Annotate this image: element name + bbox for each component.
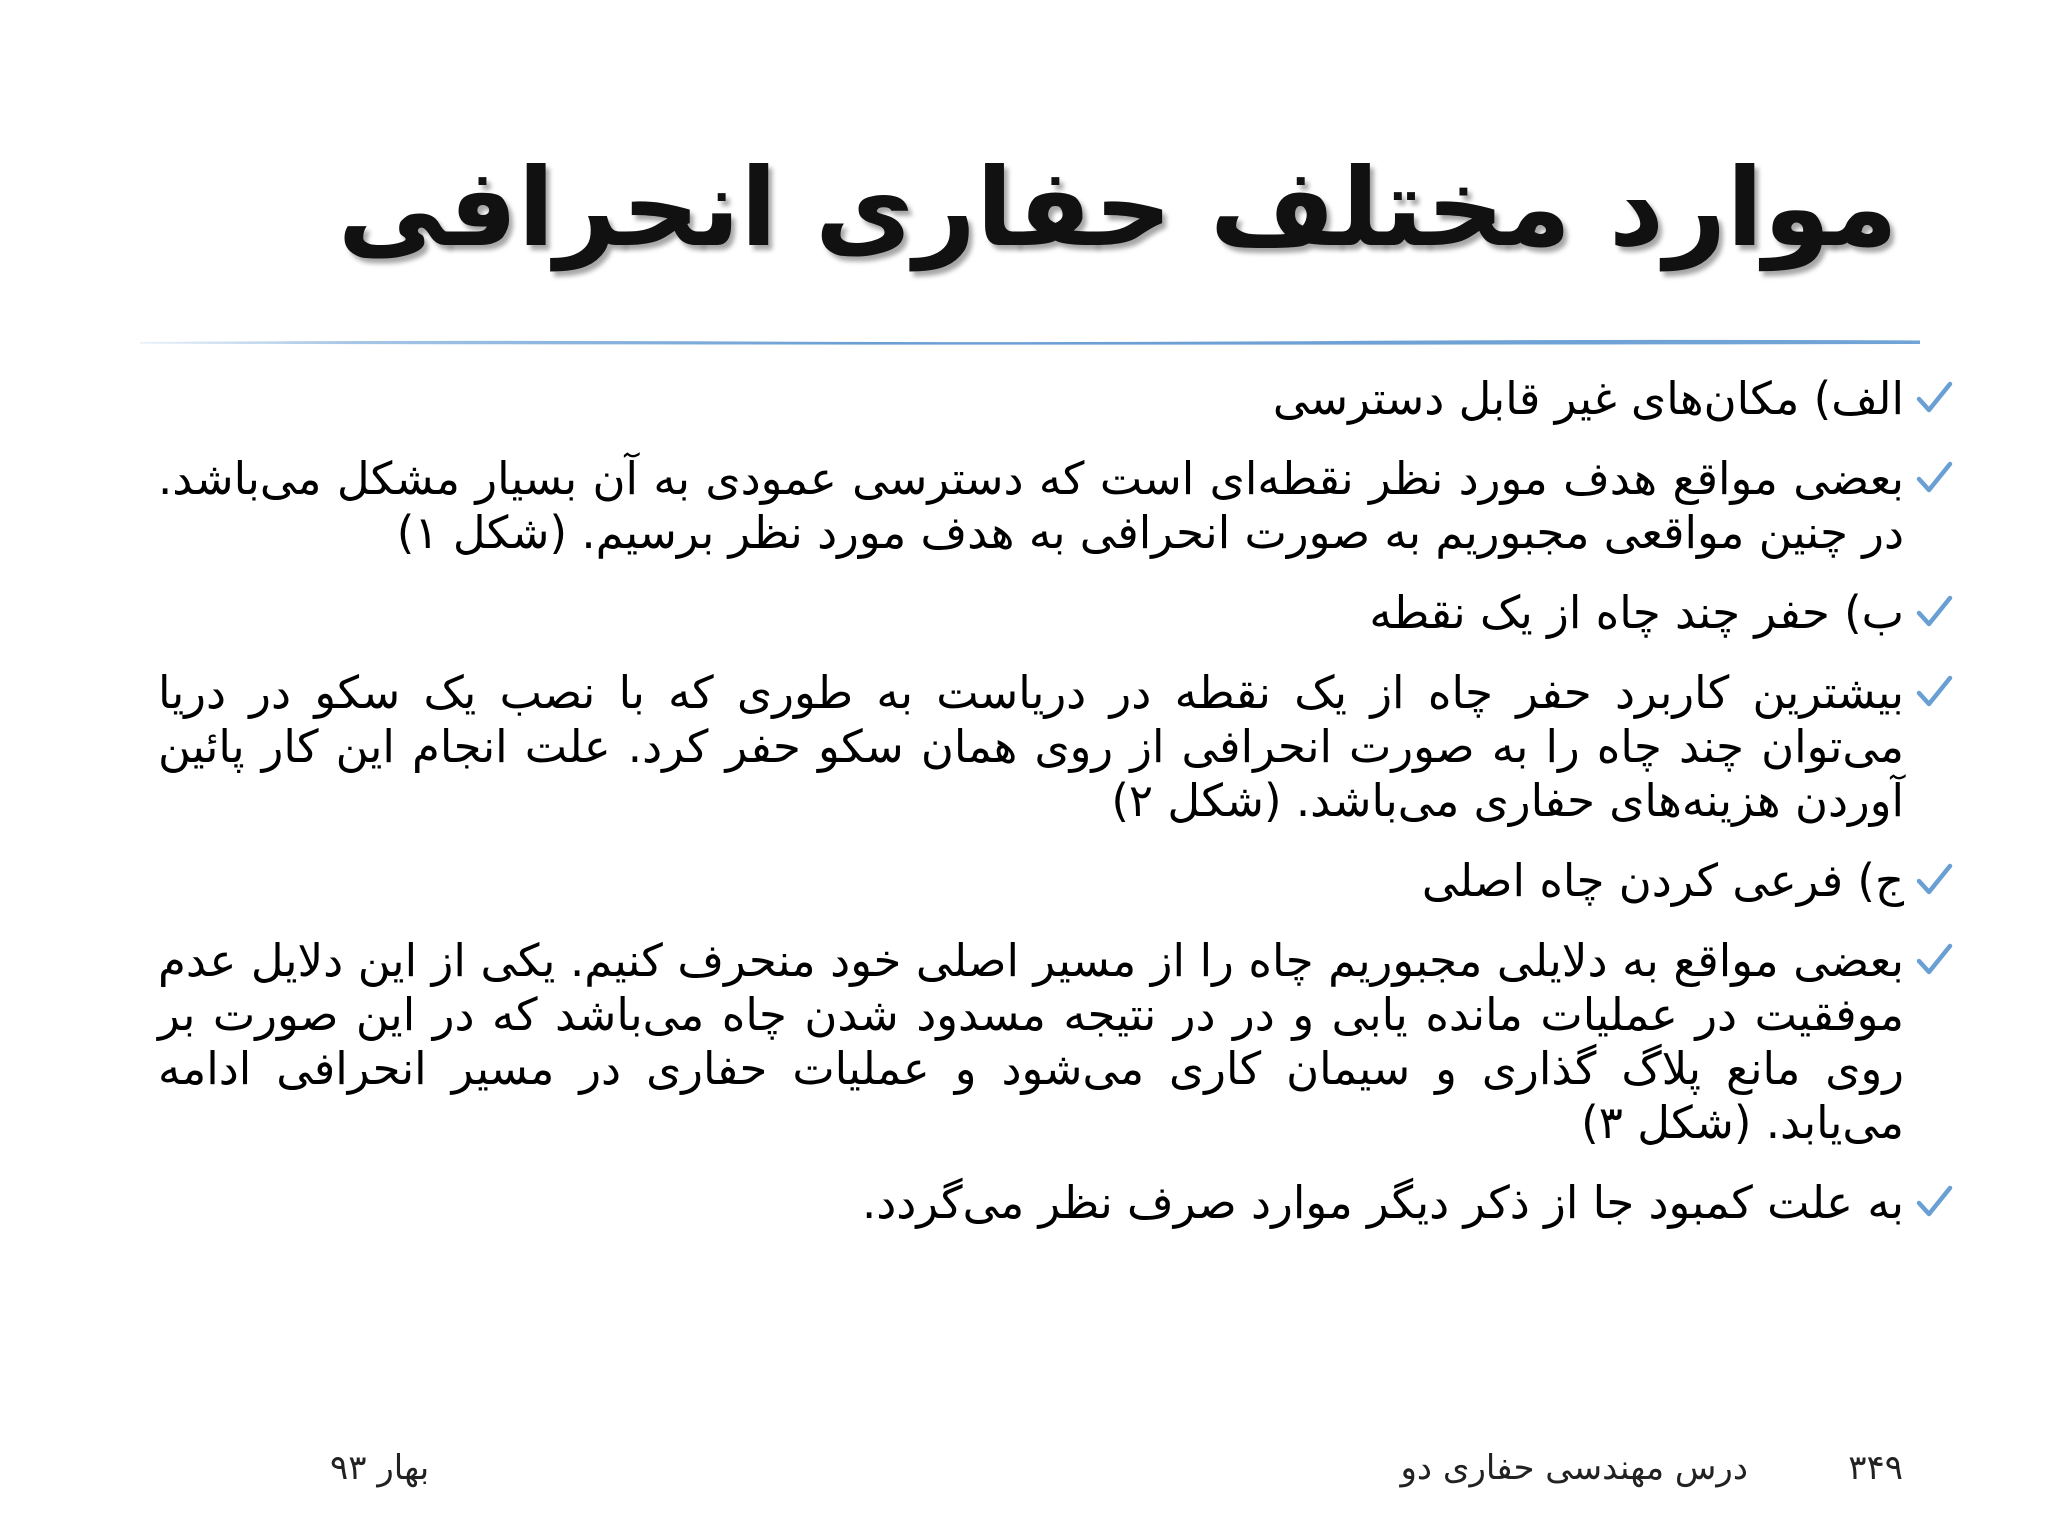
page-number: ۳۴۹ — [1848, 1448, 1903, 1488]
checkmark-icon — [1914, 378, 1954, 418]
list-item — [158, 934, 1928, 1150]
list-item — [158, 666, 1928, 828]
item-text: به علت کمبود جا از ذکر دیگر موارد صرف نظر می‌گردد. — [861, 1176, 1904, 1229]
term-label: بهار ۹۳ — [330, 1448, 430, 1488]
list-item — [158, 452, 1928, 560]
list-item — [158, 1176, 1928, 1230]
item-text: بیشترین کاربرد حفر چاه از یک نقطه در دریاست به طوری که با نصب یک سکو در دریا می‌توان چند چاه را به صورت انحرافی از روی همان سکو حفر کرد. علت انجام این کار پائین آوردن هزینه‌های حفاری می‌باشد. (شکل ۲) — [158, 666, 1904, 827]
checkmark-icon — [1914, 860, 1954, 900]
list-item — [158, 586, 1928, 640]
checkmark-icon — [1914, 1182, 1954, 1222]
item-text: ب) حفر چند چاه از یک نقطه — [1369, 586, 1904, 639]
slide-footer — [0, 1436, 2048, 1536]
title-divider — [140, 337, 1920, 347]
content-list — [158, 372, 1928, 1256]
course-name: درس مهندسی حفاری دو — [1400, 1448, 1748, 1488]
item-text: بعضی مواقع هدف مورد نظر نقطه‌ای است که دسترسی عمودی به آن بسیار مشکل می‌باشد. در چنین مواقعی مجبوریم به صورت انحرافی به هدف مورد نظر برسیم. (شکل ۱) — [158, 452, 1904, 559]
item-text: ج) فرعی کردن چاه اصلی — [1421, 854, 1904, 907]
list-item — [158, 854, 1928, 908]
checkmark-icon — [1914, 458, 1954, 498]
slide-title: موارد مختلف حفاری انحرافی — [337, 146, 1898, 271]
checkmark-icon — [1914, 592, 1954, 632]
checkmark-icon — [1914, 672, 1954, 712]
item-text: بعضی مواقع به دلایلی مجبوریم چاه را از مسیر اصلی خود منحرف کنیم. یکی از این دلایل عدم موفقیت در عملیات مانده یابی و در در نتیجه مسدود شدن چاه می‌باشد که در این صورت بر روی مانع پلاگ گذاری و سیمان کاری می‌شود و عملیات حفاری در مسیر انحرافی ادامه می‌یابد. (شکل ۳) — [158, 934, 1904, 1149]
item-text: الف) مکان‌های غیر قابل دسترسی — [1272, 372, 1904, 425]
list-item — [158, 372, 1928, 426]
checkmark-icon — [1914, 940, 1954, 980]
